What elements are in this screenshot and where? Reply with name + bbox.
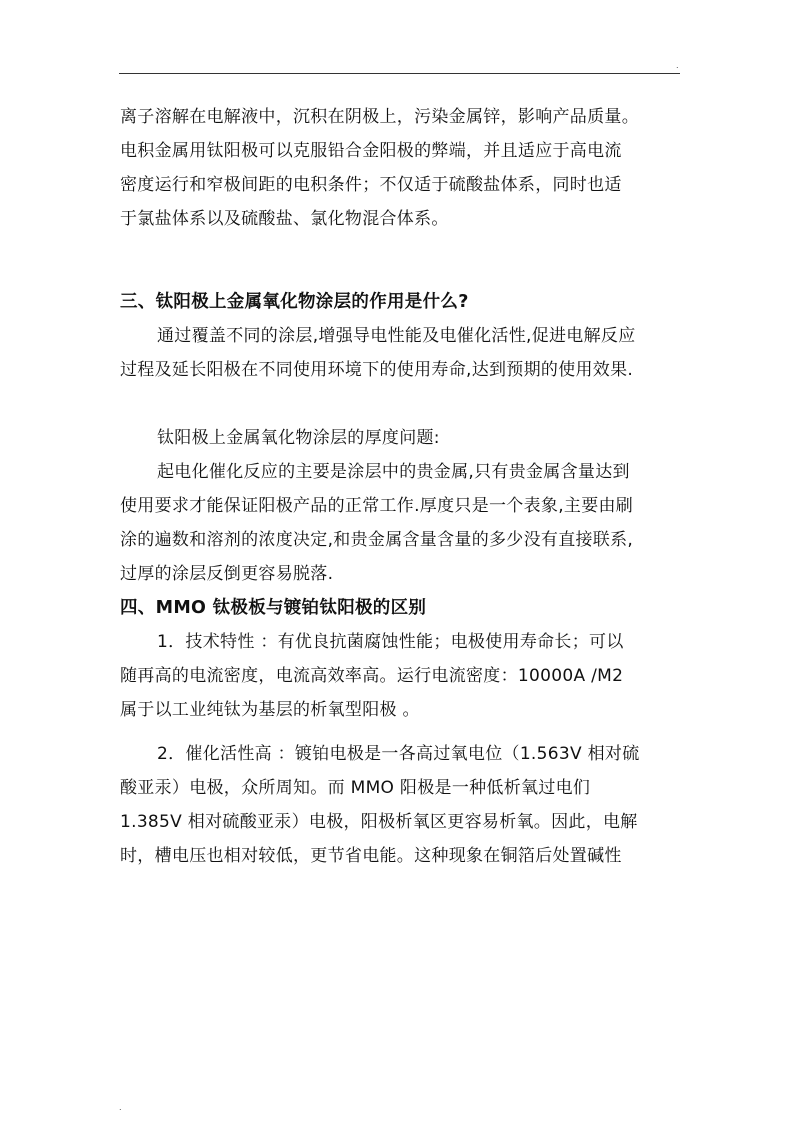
section-4-item-2 — [120, 737, 680, 873]
header-mark: . — [676, 61, 679, 70]
coating-thickness-title: 钛阳极上金属氧化物涂层的厚度问题: — [157, 428, 440, 448]
text-line: 使用要求才能保证阳极产品的正常工作.厚度只是一个表象,主要由刷 — [120, 496, 634, 516]
section-4-heading: 四、MMO 钛极板与镀铂钛阳极的区别 — [120, 598, 427, 618]
text-line: 过厚的涂层反倒更容易脱落. — [120, 564, 334, 584]
text-line: 起电化催化反应的主要是涂层中的贵金属,只有贵金属含量达到 — [157, 462, 630, 482]
text-line: 密度运行和窄极间距的电积条件；不仅适于硫酸盐体系，同时也适 — [120, 175, 622, 195]
footer-mark: . — [119, 1103, 122, 1112]
text-line: 酸亚汞）电极，众所周知。而 MMO 阳极是一种低析氧过电们 — [120, 778, 591, 798]
paragraph-electrowinning — [120, 100, 680, 236]
section-4-item-1 — [120, 625, 680, 727]
header-rule — [119, 73, 680, 74]
text-line: 涂的遍数和溶剂的浓度决定,和贵金属含量含量的多少没有直接联系, — [120, 530, 634, 550]
section-3-heading: 三、钛阳极上金属氧化物涂层的作用是什么? — [120, 292, 469, 312]
text-line: 2．催化活性高 ：镀铂电极是一各高过氧电位（1.563V 相对硫 — [157, 744, 640, 764]
text-line: 过程及延长阳极在不同使用环境下的使用寿命,达到预期的使用效果. — [120, 360, 634, 380]
text-line: 1．技术特性 ：有优良抗菌腐蚀性能；电极使用寿命长；可以 — [157, 632, 624, 652]
text-line: 1.385V 相对硫酸亚汞）电极，阳极析氧区更容易析氧。因此，电解 — [120, 812, 638, 832]
text-line: 时，槽电压也相对较低，更节省电能。这种现象在铜箔后处置碱性 — [120, 846, 622, 866]
text-line: 于氯盐体系以及硫酸盐、氯化物混合体系。 — [120, 209, 449, 229]
section-3-paragraph — [120, 319, 680, 387]
text-line: 电积金属用钛阳极可以克服铅合金阳极的弊端，并且适应于高电流 — [120, 141, 622, 161]
text-line: 随再高的电流密度，电流高效率高。运行电流密度：10000A /M2 — [120, 666, 624, 686]
coating-thickness-paragraph — [120, 455, 680, 591]
text-line: 通过覆盖不同的涂层,增强导电性能及电催化活性,促进电解反应 — [157, 326, 636, 346]
document-body — [120, 100, 680, 873]
text-line: 离子溶解在电解液中，沉积在阴极上，污染金属锌，影响产品质量。 — [120, 107, 639, 127]
text-line: 属于以工业纯钛为基层的析氧型阳极 。 — [120, 700, 420, 720]
